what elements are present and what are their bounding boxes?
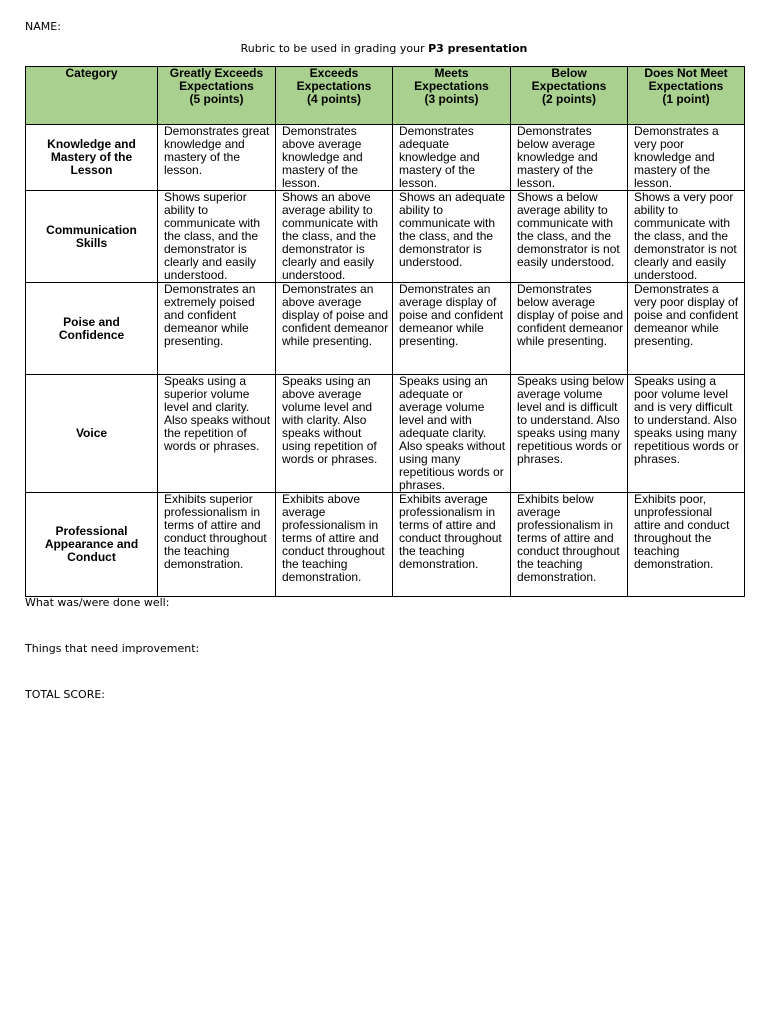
criteria-cell: Demonstrates below average knowledge and mastery of the lesson. xyxy=(511,125,628,191)
table-row xyxy=(26,125,745,191)
criteria-cell: Speaks using below average volume level and is difficult to understand. Also speaks using many repetitious words or phrases. xyxy=(511,375,628,493)
column-header-line: Below xyxy=(551,66,587,80)
column-header-points: (4 points) xyxy=(307,92,361,106)
column-header-line: Greatly Exceeds xyxy=(169,66,264,80)
header-row xyxy=(26,67,745,125)
page-title xyxy=(0,42,768,55)
table-row xyxy=(26,283,745,375)
criteria-cell: Exhibits superior professionalism in terms of attire and conduct throughout the teaching demonstration. xyxy=(158,493,276,597)
column-header-line: Meets xyxy=(434,66,469,80)
table-row xyxy=(26,493,745,597)
criteria-cell: Shows a very poor ability to communicate with the class, and the demonstrator is not clearly and easily understood. xyxy=(628,191,745,283)
total-score-label: TOTAL SCORE: xyxy=(25,688,106,701)
column-header-below xyxy=(511,67,628,125)
rubric-table xyxy=(25,66,745,597)
title-prefix: Rubric to be used in grading your xyxy=(240,42,429,55)
criteria-cell: Demonstrates a very poor knowledge and mastery of the lesson. xyxy=(628,125,745,191)
criteria-cell: Shows a below average ability to communicate with the class, and the demonstrator is not easily understood. xyxy=(511,191,628,283)
column-header-points: (5 points) xyxy=(189,92,244,106)
title-bold: P3 presentation xyxy=(428,42,528,55)
column-header-line: Expectations xyxy=(179,79,254,93)
table-row xyxy=(26,375,745,493)
criteria-cell: Demonstrates adequate knowledge and mastery of the lesson. xyxy=(393,125,511,191)
column-header-category xyxy=(26,67,158,125)
column-header-meets xyxy=(393,67,511,125)
category-cell: Communication Skills xyxy=(26,191,158,283)
column-header-line: Expectations xyxy=(414,79,489,93)
column-header-greatly-exceeds xyxy=(158,67,276,125)
criteria-cell: Demonstrates below average display of poise and confident demeanor while presenting. xyxy=(511,283,628,375)
criteria-cell: Demonstrates great knowledge and mastery of the lesson. xyxy=(158,125,276,191)
criteria-cell: Shows superior ability to communicate with the class, and the demonstrator is clearly and easily understood. xyxy=(158,191,276,283)
category-cell: Poise and Confidence xyxy=(26,283,158,375)
name-label: NAME: xyxy=(25,20,61,33)
criteria-cell: Speaks using an above average volume level and with clarity. Also speaks without using repetition of words or phrases. xyxy=(276,375,393,493)
criteria-cell: Demonstrates an average display of poise and confident demeanor while presenting. xyxy=(393,283,511,375)
criteria-cell: Exhibits average professionalism in terms of attire and conduct throughout the teaching demonstration. xyxy=(393,493,511,597)
criteria-cell: Demonstrates an extremely poised and confident demeanor while presenting. xyxy=(158,283,276,375)
criteria-cell: Exhibits below average professionalism in terms of attire and conduct throughout the teaching demonstration. xyxy=(511,493,628,597)
criteria-cell: Shows an above average ability to communicate with the class, and the demonstrator is clearly and easily understood. xyxy=(276,191,393,283)
column-header-points: (2 points) xyxy=(542,92,596,106)
column-header-line: Expectations xyxy=(296,79,372,93)
category-cell: Professional Appearance and Conduct xyxy=(26,493,158,597)
criteria-cell: Demonstrates an above average display of poise and confident demeanor while presenting. xyxy=(276,283,393,375)
column-header-points: (1 point) xyxy=(662,92,710,106)
table-row xyxy=(26,191,745,283)
criteria-cell: Exhibits poor, unprofessional attire and conduct throughout the teaching demonstration. xyxy=(628,493,745,597)
category-cell: Knowledge and Mastery of the Lesson xyxy=(26,125,158,191)
category-cell: Voice xyxy=(26,375,158,493)
column-header-line: Expectations xyxy=(648,79,724,93)
criteria-cell: Speaks using a superior volume level and clarity. Also speaks without the repetition of words or phrases. xyxy=(158,375,276,493)
criteria-cell: Demonstrates above average knowledge and mastery of the lesson. xyxy=(276,125,393,191)
criteria-cell: Exhibits above average professionalism in terms of attire and conduct throughout the teaching demonstration. xyxy=(276,493,393,597)
criteria-cell: Shows an adequate ability to communicate with the class, and the demonstrator is understood. xyxy=(393,191,511,283)
improvement-label: Things that need improvement: xyxy=(25,642,200,655)
criteria-cell: Speaks using an adequate or average volume level and with adequate clarity. Also speaks without using many repetitious words or phrases. xyxy=(393,375,511,493)
done-well-label: What was/were done well: xyxy=(25,596,170,609)
column-header-line: Category xyxy=(65,66,118,80)
column-header-exceeds xyxy=(276,67,393,125)
criteria-cell: Demonstrates a very poor display of poise and confident demeanor while presenting. xyxy=(628,283,745,375)
column-header-line: Does Not Meet xyxy=(644,66,728,80)
column-header-does-not-meet xyxy=(628,67,745,125)
column-header-line: Expectations xyxy=(531,79,607,93)
column-header-line: Exceeds xyxy=(309,66,359,80)
column-header-points: (3 points) xyxy=(424,92,479,106)
criteria-cell: Speaks using a poor volume level and is very difficult to understand. Also speaks using many repetitious words or phrases. xyxy=(628,375,745,493)
